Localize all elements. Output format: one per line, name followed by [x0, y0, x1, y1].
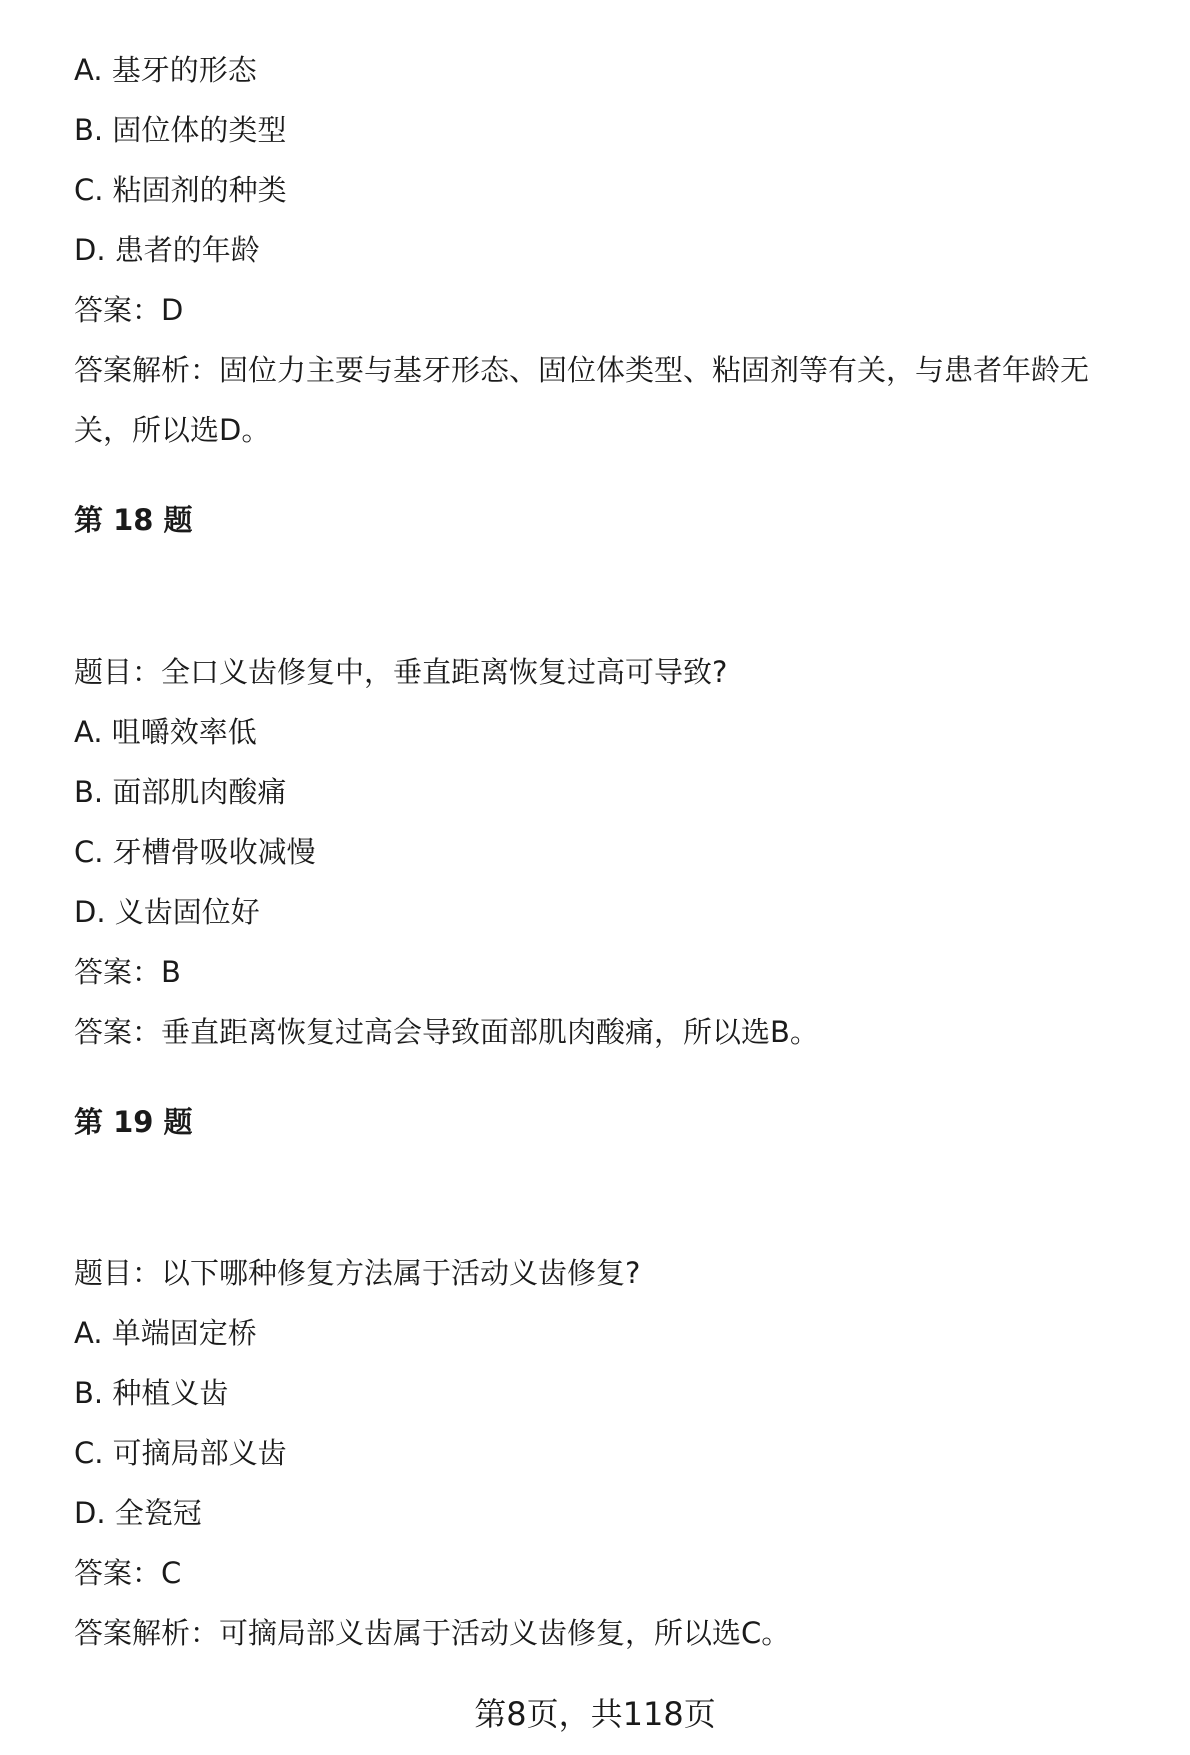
q17-option-b: B. 固位体的类型 [74, 113, 287, 147]
q18-explanation: 答案：垂直距离恢复过高会导致面部肌肉酸痛，所以选B。 [74, 1015, 819, 1049]
q18-option-b: B. 面部肌肉酸痛 [74, 775, 287, 809]
q18-option-c: C. 牙槽骨吸收减慢 [74, 835, 316, 869]
q18-answer: 答案：B [74, 955, 181, 989]
q19-option-d: D. 全瓷冠 [74, 1496, 202, 1530]
q17-option-c: C. 粘固剂的种类 [74, 173, 287, 207]
page-number-footer: 第8页，共118页 [474, 1695, 716, 1733]
q19-option-c: C. 可摘局部义齿 [74, 1436, 287, 1470]
q19-answer: 答案：C [74, 1556, 182, 1590]
q17-option-a: A. 基牙的形态 [74, 53, 257, 87]
q19-heading: 第 19 题 [74, 1105, 193, 1139]
q19-question: 题目：以下哪种修复方法属于活动义齿修复? [74, 1256, 641, 1290]
q17-explanation-line1: 答案解析：固位力主要与基牙形态、固位体类型、粘固剂等有关，与患者年龄无 [74, 353, 1090, 387]
q19-option-b: B. 种植义齿 [74, 1376, 229, 1410]
q18-option-d: D. 义齿固位好 [74, 895, 260, 929]
q18-question: 题目：全口义齿修复中，垂直距离恢复过高可导致? [74, 655, 728, 689]
q17-explanation-line2: 关，所以选D。 [74, 413, 271, 447]
q17-option-d: D. 患者的年龄 [74, 233, 260, 267]
q18-heading: 第 18 题 [74, 503, 193, 537]
q19-explanation: 答案解析：可摘局部义齿属于活动义齿修复，所以选C。 [74, 1616, 791, 1650]
q18-option-a: A. 咀嚼效率低 [74, 715, 257, 749]
q19-option-a: A. 单端固定桥 [74, 1316, 257, 1350]
q17-answer: 答案：D [74, 293, 184, 327]
